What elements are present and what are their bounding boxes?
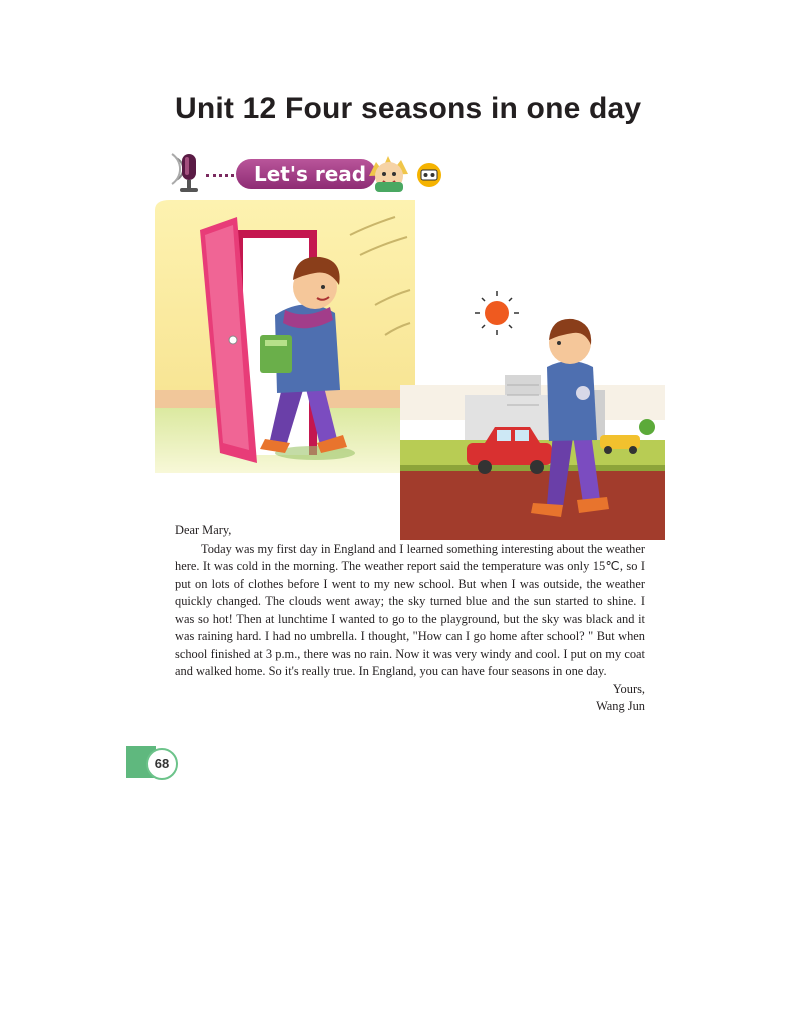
sun-icon <box>475 291 519 335</box>
lets-read-header <box>170 148 460 200</box>
story-illustration <box>145 195 665 540</box>
page-number: 68 <box>146 748 178 780</box>
letter-greeting: Dear Mary, <box>175 523 232 537</box>
cassette-icon <box>416 162 442 188</box>
microphone-icon <box>170 148 206 198</box>
letter-body: Today was my first day in England and I learned something interesting about the weather here. It was cold in the morning. The weather report said the temperature was only 15℃, so I put on lots of clothes before I went to my new school. But when I was outside, the weather quickly changed. The clouds went away; the sky turned blue and the sun started to shine. I was so hot! Then at lunchtime I wanted to go to the playground, but the sky was black and it was raining hard. I had no umbrella. I thought, "How can I go home after school? " But when school finished at 3 p.m., there was no rain. Now it was very windy and cool. I put on my coat and walked home. So it's really true. In England, you can have four seasons in one day. <box>175 541 645 678</box>
letter-signature: Wang Jun <box>596 699 645 713</box>
lets-read-badge: Let's read <box>236 159 376 189</box>
kid-face-icon <box>366 152 412 194</box>
dotted-connector <box>206 174 240 177</box>
page-title: Unit 12 Four seasons in one day <box>175 92 642 125</box>
letter <box>175 522 645 716</box>
letter-closing: Yours, <box>612 681 645 696</box>
